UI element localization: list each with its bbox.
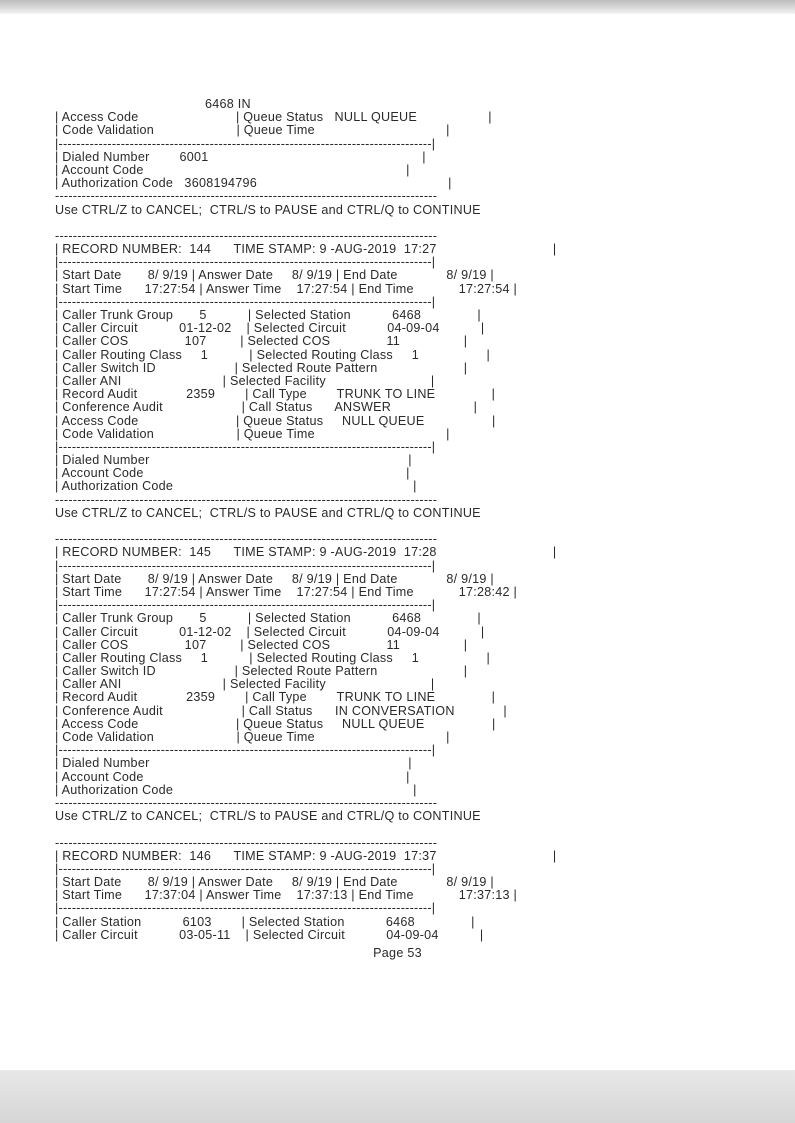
text-line: Use CTRL/Z to CANCEL; CTRL/S to PAUSE and CTRL/Q to CONTINUE: [55, 809, 481, 824]
text-line: | Code Validation | Queue Time |: [55, 123, 450, 138]
text-line: | Dialed Number 6001 |: [55, 149, 426, 164]
text-line: | Caller COS 107 | Selected COS 11 |: [55, 637, 468, 652]
text-line: | Account Code |: [55, 769, 410, 784]
text-line: | Start Date 8/ 9/19 | Answer Date 8/ 9/19 | End Date 8/ 9/19 |: [55, 571, 494, 586]
text-line: | RECORD NUMBER: 146 TIME STAMP: 9 -AUG-2019 17:37 |: [55, 848, 557, 863]
text-line: Use CTRL/Z to CANCEL; CTRL/S to PAUSE and CTRL/Q to CONTINUE: [55, 202, 481, 217]
text-line: | Caller Trunk Group 5 | Selected Station 6468 |: [55, 611, 481, 626]
text-line: | Caller Circuit 01-12-02 | Selected Circuit 04-09-04 |: [55, 624, 485, 639]
text-line: | Caller Station 6103 | Selected Station 6468 |: [55, 914, 475, 929]
scan-shadow-bottom: [0, 1070, 795, 1123]
text-line: | Access Code | Queue Status NULL QUEUE |: [55, 413, 496, 428]
text-line: | Authorization Code |: [55, 782, 417, 797]
call-record-printout: [55, 98, 695, 942]
text-line: --------------------------------------------------------------------------------------: [55, 532, 438, 547]
text-line: | Account Code |: [55, 466, 410, 481]
text-line: | Start Time 17:37:04 | Answer Time 17:37:13 | End Time 17:37:13 |: [55, 888, 518, 903]
text-line: | Caller Switch ID | Selected Route Pattern |: [55, 664, 468, 679]
text-line: [55, 217, 695, 230]
text-line: | Access Code | Queue Status NULL QUEUE |: [55, 110, 492, 125]
text-line: | Caller Circuit 01-12-02 | Selected Circuit 04-09-04 |: [55, 321, 485, 336]
text-line: --------------------------------------------------------------------------------------: [55, 492, 438, 507]
text-line: | Start Date 8/ 9/19 | Answer Date 8/ 9/19 | End Date 8/ 9/19 |: [55, 875, 494, 890]
text-line: |------------------------------------------------------------------------------------|: [55, 861, 436, 876]
text-line: 6468 IN: [55, 97, 251, 111]
text-line: | Conference Audit | Call Status ANSWER |: [55, 400, 478, 415]
text-line: | Caller ANI | Selected Facility |: [55, 677, 435, 692]
text-line: | Start Time 17:27:54 | Answer Time 17:27:54 | End Time 17:28:42 |: [55, 584, 518, 599]
text-line: | Caller Routing Class 1 | Selected Routing Class 1 |: [55, 650, 490, 665]
text-line: | Caller Trunk Group 5 | Selected Station 6468 |: [55, 308, 481, 322]
text-line: --------------------------------------------------------------------------------------: [55, 795, 438, 810]
text-line: | RECORD NUMBER: 144 TIME STAMP: 9 -AUG-2019 17:27 |: [55, 242, 557, 257]
text-line: | Access Code | Queue Status NULL QUEUE |: [55, 716, 496, 731]
text-line: | Start Date 8/ 9/19 | Answer Date 8/ 9/19 | End Date 8/ 9/19 |: [55, 268, 494, 283]
text-line: | Record Audit 2359 | Call Type TRUNK TO LINE |: [55, 690, 496, 705]
text-line: | Authorization Code |: [55, 479, 417, 494]
text-line: | Caller Switch ID | Selected Route Pattern |: [55, 360, 468, 375]
page-number: Page 53: [373, 946, 422, 960]
text-line: --------------------------------------------------------------------------------------: [55, 189, 438, 204]
text-line: | Authorization Code 3608194796 |: [55, 176, 452, 191]
text-line: --------------------------------------------------------------------------------------: [55, 835, 438, 850]
text-line: --------------------------------------------------------------------------------------: [55, 228, 438, 243]
text-line: |------------------------------------------------------------------------------------|: [55, 598, 436, 613]
text-line: |------------------------------------------------------------------------------------|: [55, 136, 436, 151]
text-line: | Caller Circuit 03-05-11 | Selected Circuit 04-09-04 |: [55, 927, 484, 942]
text-line: [55, 823, 695, 836]
text-line: |------------------------------------------------------------------------------------|: [55, 294, 436, 309]
text-line: |------------------------------------------------------------------------------------|: [55, 255, 436, 270]
text-line: | Dialed Number |: [55, 756, 412, 771]
text-line: |------------------------------------------------------------------------------------|: [55, 558, 436, 573]
text-line: Use CTRL/Z to CANCEL; CTRL/S to PAUSE and CTRL/Q to CONTINUE: [55, 505, 481, 520]
text-line: | Conference Audit | Call Status IN CONVERSATION |: [55, 703, 507, 718]
text-line: | Caller COS 107 | Selected COS 11 |: [55, 334, 468, 349]
text-line: | Account Code |: [55, 162, 410, 177]
text-line: | Record Audit 2359 | Call Type TRUNK TO LINE |: [55, 387, 496, 402]
text-line: | Dialed Number |: [55, 453, 412, 468]
text-line: | Start Time 17:27:54 | Answer Time 17:27:54 | End Time 17:27:54 |: [55, 281, 518, 296]
text-line: | RECORD NUMBER: 145 TIME STAMP: 9 -AUG-2019 17:28 |: [55, 545, 557, 560]
text-line: |------------------------------------------------------------------------------------|: [55, 901, 436, 916]
text-line: | Code Validation | Queue Time |: [55, 426, 450, 441]
text-line: | Caller ANI | Selected Facility |: [55, 373, 435, 388]
text-line: | Caller Routing Class 1 | Selected Routing Class 1 |: [55, 347, 490, 362]
text-line: |------------------------------------------------------------------------------------|: [55, 439, 436, 454]
text-line: | Code Validation | Queue Time |: [55, 730, 450, 744]
text-line: |------------------------------------------------------------------------------------|: [55, 743, 436, 758]
scan-shadow-top: [0, 0, 795, 14]
